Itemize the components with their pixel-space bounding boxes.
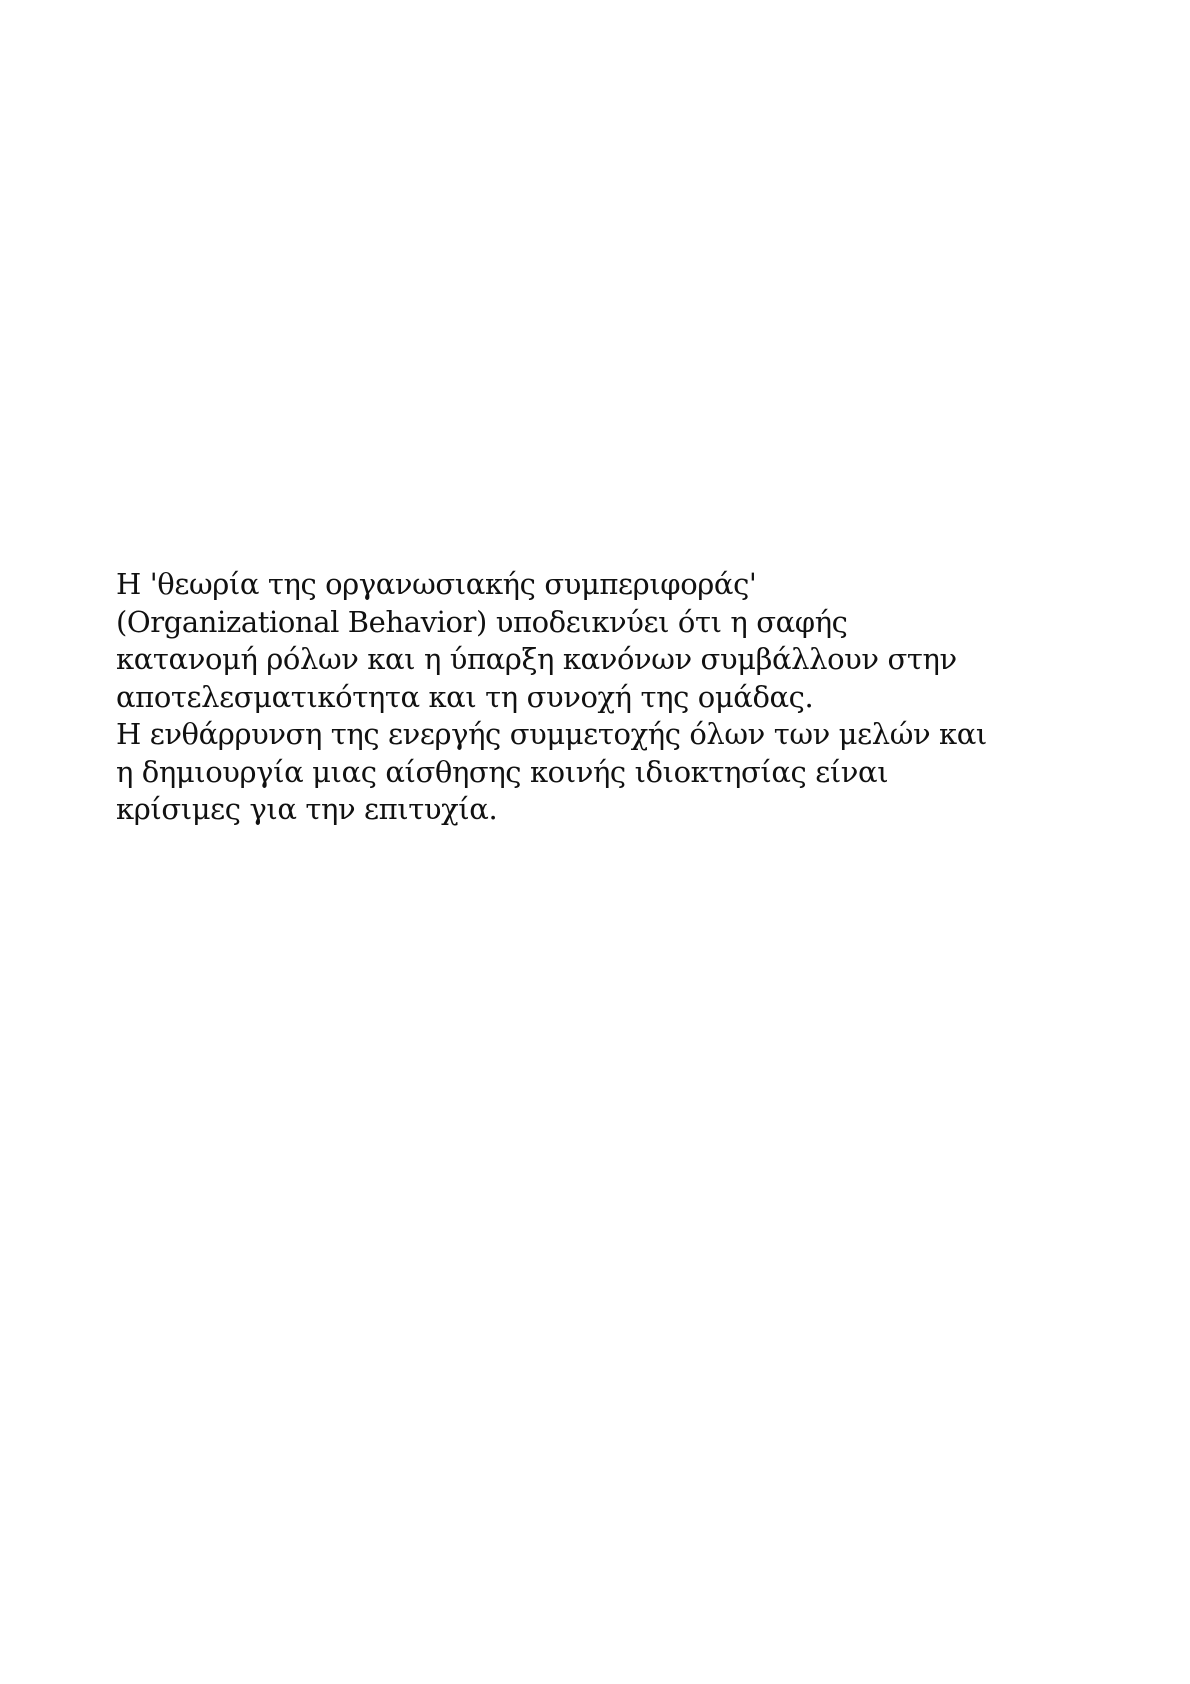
text-line: η δημιουργία μιας αίσθησης κοινής ιδιοκτησίας είναι [116,754,889,789]
text-line: Η 'θεωρία της οργανωσιακής συμπεριφοράς' [116,567,757,601]
text-line: Η ενθάρρυνση της ενεργής συμμετοχής όλων των μελών και [116,717,987,751]
text-line: αποτελεσματικότητα και τη συνοχή της ομάδας. [116,679,814,714]
text-line: κρίσιμες για την επιτυχία. [116,792,498,826]
text-line: κατανομή ρόλων και η ύπαρξη κανόνων συμβάλλουν στην [116,642,957,676]
text-line: (Organizational Behavior) υποδεικνύει ότι η σαφής [116,604,848,639]
body-paragraph [116,566,1116,829]
